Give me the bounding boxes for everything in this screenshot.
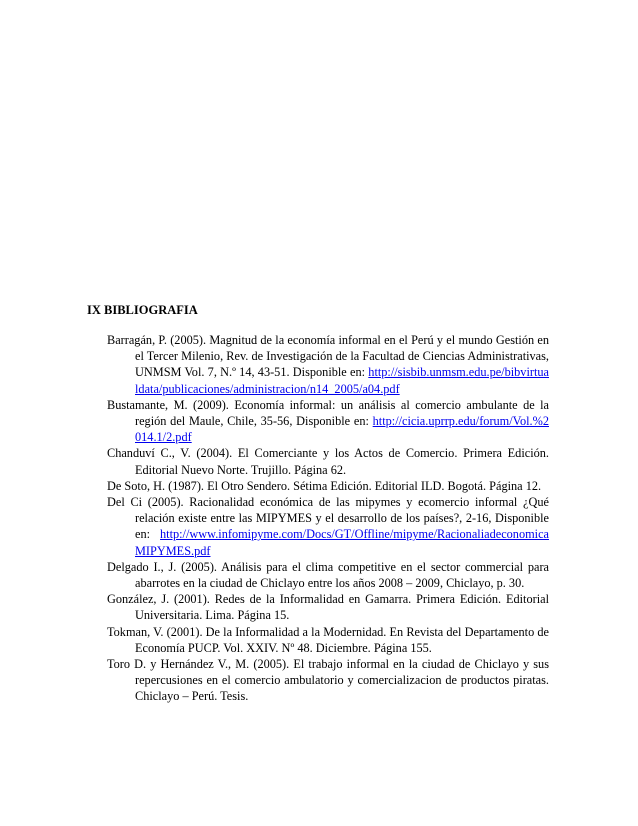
reference-item bbox=[107, 494, 549, 559]
reference-text: Barragán, P. (2005). Magnitud de la economía informal en el Perú y el mundo Gestión en el Tercer Milenio, Rev. de Investigación de la Facultad de Ciencias Administrativas, UNMSM Vol. 7, N.º 14, 43-51. Disponible en: bbox=[107, 333, 549, 380]
reference-text: Del Ci (2005). Racionalidad económica de las mipymes y ecomercio informal ¿Qué relación existe entre las MIPYMES y el desarrollo de los países?, 2-16, Disponible en: bbox=[107, 495, 549, 542]
reference-text: González, J. (2001). Redes de la Informalidad en Gamarra. Primera Edición. Editorial Universitaria. Lima. Página 15. bbox=[107, 592, 549, 623]
reference-text: Toro D. y Hernández V., M. (2005). El trabajo informal en la ciudad de Chiclayo y sus repercusiones en el comercio ambulatorio y comercializacion de productos piratas. Chiclayo – Perú. Tesis. bbox=[107, 657, 549, 704]
reference-item bbox=[107, 445, 549, 477]
reference-item bbox=[107, 656, 549, 705]
reference-link[interactable]: http://cicia.uprrp.edu/forum/Vol.%2014.1/2.pdf bbox=[135, 414, 549, 445]
reference-text: Delgado I., J. (2005). Análisis para el clima competitive en el sector commercial para abarrotes en la ciudad de Chiclayo entre los años 2008 – 2009, Chiclayo, p. 30. bbox=[107, 559, 549, 591]
reference-link[interactable]: http://sisbib.unmsm.edu.pe/bibvirtualdata/publicaciones/administracion/n14_2005/a04.pdf bbox=[135, 365, 549, 396]
reference-item bbox=[107, 332, 549, 397]
reference-item bbox=[107, 478, 549, 494]
reference-text: Bustamante, M. (2009). Economía informal: un análisis al comercio ambulante de la región del Maule, Chile, 35-56, Disponible en: bbox=[107, 397, 549, 429]
reference-text: De Soto, H. (1987). El Otro Sendero. Sétima Edición. Editorial ILD. Bogotá. Página 12. bbox=[107, 478, 542, 493]
reference-item bbox=[107, 397, 549, 446]
reference-link[interactable]: http://www.infomipyme.com/Docs/GT/Offline/mipyme/RacionaliadeconomicaMIPYMES.pdf bbox=[135, 527, 549, 558]
reference-text: Tokman, V. (2001). De la Informalidad a la Modernidad. En Revista del Departamento de Economía PUCP. Vol. XXIV. Nº 48. Diciembre. Página 155. bbox=[107, 624, 549, 655]
reference-item bbox=[107, 624, 549, 656]
reference-item bbox=[107, 591, 549, 623]
bibliography-list bbox=[107, 332, 549, 705]
reference-item bbox=[107, 559, 549, 591]
reference-text: Chanduví C., V. (2004). El Comerciante y los Actos de Comercio. Primera Edición. Editorial Nuevo Norte. Trujillo. Página 62. bbox=[107, 446, 549, 477]
section-heading: IX BIBLIOGRAFIA bbox=[87, 303, 198, 317]
